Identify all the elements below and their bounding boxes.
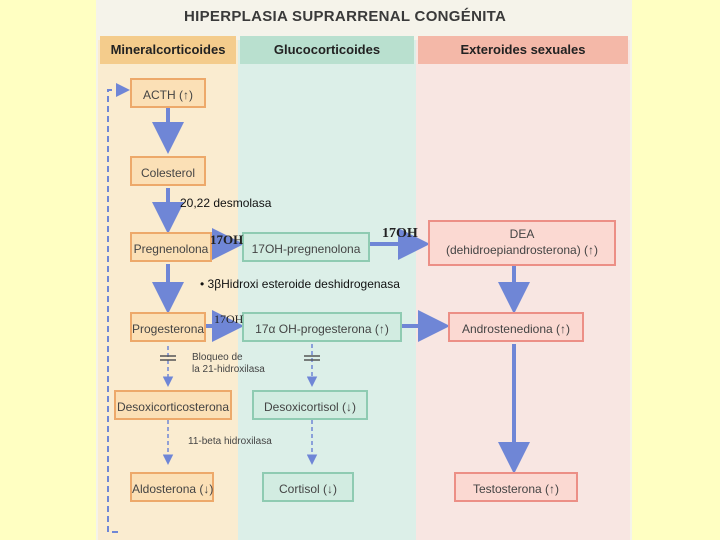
box-androstenediona: Androstenediona (↑)	[448, 312, 584, 342]
note-bloqueo-line2: la 21-hidroxilasa	[192, 364, 265, 375]
box-17oh-pregnenolona: 17OH-pregnenolona	[242, 232, 370, 262]
note-bloqueo-line1: Bloqueo de	[192, 352, 243, 363]
box-aldosterona: Aldosterona (↓)	[130, 472, 214, 502]
box-desoxicorticosterona: Desoxicorticosterona	[114, 390, 232, 420]
column-header-glucocorticoids: Glucocorticoides	[240, 36, 414, 64]
box-dea	[428, 220, 616, 266]
column-header-sex-steroids: Exteroides sexuales	[418, 36, 628, 64]
slide-panel	[96, 0, 632, 540]
feedback-loop-arrow	[108, 90, 126, 532]
overlay-3beta-hidroxi: • 3βHidroxi esteroide deshidrogenasa	[200, 277, 400, 291]
overlay-desmolasa: 20,22 desmolasa	[180, 196, 272, 210]
box-colesterol: Colesterol	[130, 156, 206, 186]
box-desoxicortisol: Desoxicortisol (↓)	[252, 390, 368, 420]
box-testosterona: Testosterona (↑)	[454, 472, 578, 502]
dea-line1: DEA	[509, 227, 535, 241]
overlay-17oh-1: 17OH	[210, 232, 244, 247]
box-pregnenolona: Pregnenolona	[130, 232, 212, 262]
overlay-17oh-2: 17OH	[382, 226, 418, 241]
box-cortisol: Cortisol (↓)	[262, 472, 354, 502]
box-acth: ACTH (↑)	[130, 78, 206, 108]
slide-title: HIPERPLASIA SUPRARRENAL CONGÉNITA	[184, 8, 507, 25]
column-header-mineralocorticoids: Mineralcorticoides	[100, 36, 236, 64]
overlay-17oh-3: 17OH	[214, 312, 244, 326]
note-bloqueo-21-hidroxilasa	[192, 352, 265, 376]
note-11-beta-hidroxilasa: 11-beta hidroxilasa	[188, 436, 272, 447]
dea-line2: (dehidroepiandrosterona) (↑)	[445, 243, 599, 257]
box-17oh-progesterona: 17α OH-progesterona (↑)	[242, 312, 402, 342]
box-progesterona: Progesterona	[130, 312, 206, 342]
